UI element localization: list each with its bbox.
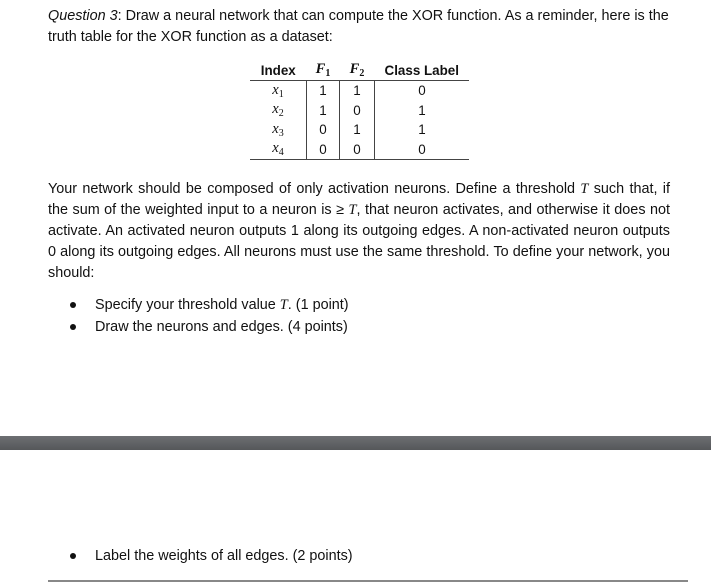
page-divider	[0, 436, 711, 450]
row-f1: 0	[307, 120, 340, 140]
question-body: : Draw a neural network that can compute the XOR function. As a reminder, here is the truth table for the XOR function as a dataset:	[48, 8, 669, 45]
question-text	[48, 6, 673, 48]
row-index: $x_2$	[272, 101, 284, 120]
list-item: Label the weights of all edges. (2 points)	[60, 545, 353, 567]
row-f2: 1	[340, 81, 375, 101]
page-bottom	[0, 450, 711, 584]
row-index: $x_1$	[272, 81, 284, 100]
question-label: Question 3	[48, 8, 118, 24]
table-row	[250, 140, 469, 160]
row-label: 1	[375, 120, 470, 140]
requirements-list	[60, 294, 349, 338]
row-label: 1	[375, 101, 470, 121]
row-f2: 1	[340, 120, 375, 140]
header-class-label: Class Label	[375, 60, 470, 81]
header-f1: $F_1$	[307, 60, 340, 81]
requirements-list-continued	[60, 545, 353, 567]
row-f2: 0	[340, 140, 375, 160]
row-f1: 1	[307, 101, 340, 121]
table-row	[250, 120, 469, 140]
list-item: Specify your threshold value T. (1 point)	[60, 294, 349, 316]
row-f2: 0	[340, 101, 375, 121]
instructions-paragraph: Your network should be composed of only activation neurons. Define a threshold T such that, if the sum of the weighted input to a neuron is ≥ T, that neuron activates, and otherwise it does not activate. An activated neuron outputs 1 along its outgoing edges. A non-activated neuron outputs 0 along its outgoing edges. All neurons must use the same threshold. To define your network, you should:	[48, 181, 671, 281]
header-f2: $F_2$	[340, 60, 375, 81]
list-item: Draw the neurons and edges. (4 points)	[60, 316, 349, 338]
row-f1: 0	[307, 140, 340, 160]
cutoff-text-line	[48, 576, 688, 586]
row-f1: 1	[307, 81, 340, 101]
row-label: 0	[375, 81, 470, 101]
header-index: Index	[250, 60, 307, 81]
xor-truth-table	[250, 60, 469, 160]
table-header-row	[250, 60, 469, 81]
table-row	[250, 81, 469, 101]
row-label: 0	[375, 140, 470, 160]
row-index: $x_3$	[272, 120, 284, 139]
table-row	[250, 101, 469, 121]
row-index: $x_4$	[250, 140, 307, 160]
